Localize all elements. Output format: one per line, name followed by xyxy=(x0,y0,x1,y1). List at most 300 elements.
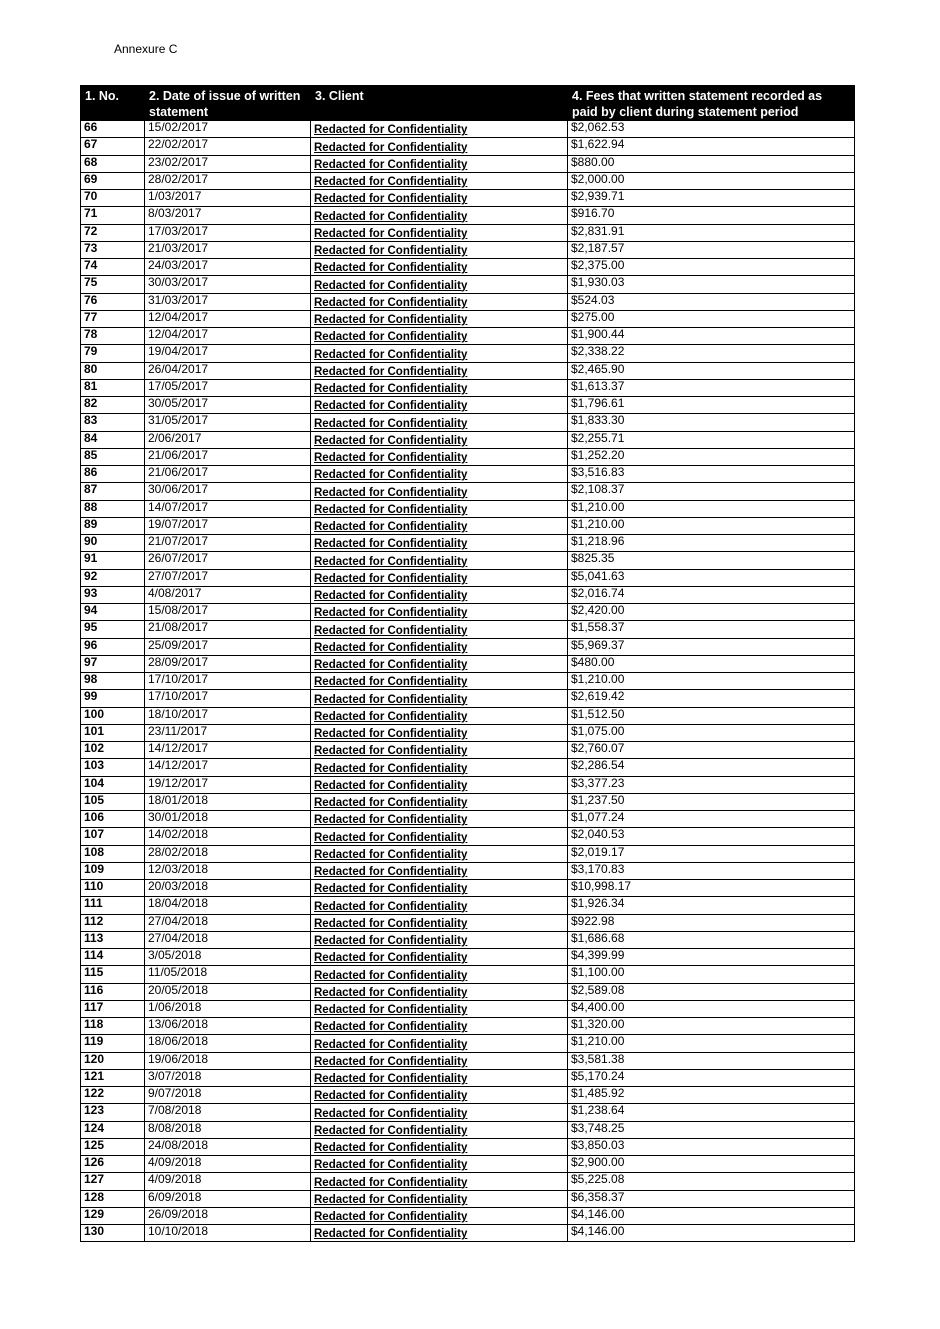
cell-fees: $1,077.24 xyxy=(568,811,855,828)
cell-fees: $4,146.00 xyxy=(568,1207,855,1224)
cell-client: Redacted for Confidentiality xyxy=(311,880,568,897)
table-header xyxy=(81,86,855,121)
cell-client: Redacted for Confidentiality xyxy=(311,1225,568,1242)
cell-client: Redacted for Confidentiality xyxy=(311,1190,568,1207)
cell-date: 19/04/2017 xyxy=(145,345,311,362)
cell-date: 14/12/2017 xyxy=(145,759,311,776)
cell-date: 8/08/2018 xyxy=(145,1121,311,1138)
cell-date: 18/01/2018 xyxy=(145,793,311,810)
table-row xyxy=(81,1190,855,1207)
table-row xyxy=(81,983,855,1000)
table-row xyxy=(81,1035,855,1052)
cell-fees: $1,686.68 xyxy=(568,931,855,948)
table-row xyxy=(81,379,855,396)
cell-date: 1/03/2017 xyxy=(145,190,311,207)
cell-client: Redacted for Confidentiality xyxy=(311,362,568,379)
cell-fees: $2,375.00 xyxy=(568,259,855,276)
cell-client: Redacted for Confidentiality xyxy=(311,1156,568,1173)
cell-no: 87 xyxy=(81,483,145,500)
cell-no: 105 xyxy=(81,793,145,810)
cell-client: Redacted for Confidentiality xyxy=(311,655,568,672)
cell-fees: $3,377.23 xyxy=(568,776,855,793)
cell-client: Redacted for Confidentiality xyxy=(311,621,568,638)
cell-fees: $1,100.00 xyxy=(568,966,855,983)
cell-client: Redacted for Confidentiality xyxy=(311,828,568,845)
cell-date: 15/02/2017 xyxy=(145,121,311,138)
table-row xyxy=(81,966,855,983)
cell-date: 30/03/2017 xyxy=(145,276,311,293)
table-row xyxy=(81,121,855,138)
table-row xyxy=(81,931,855,948)
cell-no: 98 xyxy=(81,673,145,690)
cell-no: 109 xyxy=(81,862,145,879)
cell-date: 14/07/2017 xyxy=(145,500,311,517)
cell-fees: $1,900.44 xyxy=(568,328,855,345)
cell-fees: $1,210.00 xyxy=(568,517,855,534)
cell-fees: $1,613.37 xyxy=(568,379,855,396)
cell-fees: $1,622.94 xyxy=(568,138,855,155)
table-row xyxy=(81,1173,855,1190)
cell-no: 91 xyxy=(81,552,145,569)
cell-no: 97 xyxy=(81,655,145,672)
cell-fees: $2,040.53 xyxy=(568,828,855,845)
table-row xyxy=(81,1000,855,1017)
cell-fees: $2,619.42 xyxy=(568,690,855,707)
cell-no: 126 xyxy=(81,1156,145,1173)
cell-date: 20/03/2018 xyxy=(145,880,311,897)
cell-date: 13/06/2018 xyxy=(145,1018,311,1035)
cell-client: Redacted for Confidentiality xyxy=(311,724,568,741)
header-row xyxy=(81,86,855,121)
cell-date: 27/07/2017 xyxy=(145,569,311,586)
cell-fees: $3,748.25 xyxy=(568,1121,855,1138)
cell-no: 128 xyxy=(81,1190,145,1207)
table-row xyxy=(81,414,855,431)
cell-date: 18/06/2018 xyxy=(145,1035,311,1052)
table-row xyxy=(81,138,855,155)
cell-client: Redacted for Confidentiality xyxy=(311,1121,568,1138)
cell-date: 18/10/2017 xyxy=(145,707,311,724)
cell-client: Redacted for Confidentiality xyxy=(311,517,568,534)
cell-client: Redacted for Confidentiality xyxy=(311,1104,568,1121)
table-row xyxy=(81,828,855,845)
cell-date: 12/04/2017 xyxy=(145,310,311,327)
cell-no: 75 xyxy=(81,276,145,293)
cell-no: 100 xyxy=(81,707,145,724)
cell-date: 19/07/2017 xyxy=(145,517,311,534)
cell-client: Redacted for Confidentiality xyxy=(311,862,568,879)
table-row xyxy=(81,897,855,914)
table-row xyxy=(81,293,855,310)
cell-date: 27/04/2018 xyxy=(145,931,311,948)
cell-fees: $2,420.00 xyxy=(568,604,855,621)
cell-date: 20/05/2018 xyxy=(145,983,311,1000)
cell-no: 124 xyxy=(81,1121,145,1138)
cell-no: 80 xyxy=(81,362,145,379)
cell-no: 103 xyxy=(81,759,145,776)
cell-no: 72 xyxy=(81,224,145,241)
cell-date: 4/09/2018 xyxy=(145,1156,311,1173)
fees-table xyxy=(80,85,855,1242)
cell-date: 15/08/2017 xyxy=(145,604,311,621)
table-row xyxy=(81,517,855,534)
table-row xyxy=(81,569,855,586)
cell-date: 31/05/2017 xyxy=(145,414,311,431)
cell-fees: $3,850.03 xyxy=(568,1138,855,1155)
cell-client: Redacted for Confidentiality xyxy=(311,811,568,828)
header-date: 2. Date of issue of written statement xyxy=(145,86,311,121)
cell-client: Redacted for Confidentiality xyxy=(311,241,568,258)
cell-client: Redacted for Confidentiality xyxy=(311,397,568,414)
cell-client: Redacted for Confidentiality xyxy=(311,966,568,983)
cell-no: 101 xyxy=(81,724,145,741)
cell-date: 17/05/2017 xyxy=(145,379,311,396)
cell-fees: $275.00 xyxy=(568,310,855,327)
cell-no: 99 xyxy=(81,690,145,707)
cell-no: 94 xyxy=(81,604,145,621)
table-row xyxy=(81,500,855,517)
cell-no: 125 xyxy=(81,1138,145,1155)
cell-no: 119 xyxy=(81,1035,145,1052)
cell-date: 11/05/2018 xyxy=(145,966,311,983)
cell-client: Redacted for Confidentiality xyxy=(311,207,568,224)
table-row xyxy=(81,949,855,966)
cell-client: Redacted for Confidentiality xyxy=(311,138,568,155)
cell-date: 31/03/2017 xyxy=(145,293,311,310)
cell-date: 21/03/2017 xyxy=(145,241,311,258)
table-row xyxy=(81,655,855,672)
table-row xyxy=(81,742,855,759)
table-row xyxy=(81,207,855,224)
cell-date: 26/09/2018 xyxy=(145,1207,311,1224)
cell-no: 121 xyxy=(81,1069,145,1086)
cell-date: 17/03/2017 xyxy=(145,224,311,241)
cell-no: 90 xyxy=(81,535,145,552)
cell-fees: $5,170.24 xyxy=(568,1069,855,1086)
cell-date: 3/07/2018 xyxy=(145,1069,311,1086)
cell-client: Redacted for Confidentiality xyxy=(311,1000,568,1017)
cell-fees: $1,210.00 xyxy=(568,1035,855,1052)
cell-fees: $1,930.03 xyxy=(568,276,855,293)
cell-fees: $3,581.38 xyxy=(568,1052,855,1069)
table-row xyxy=(81,259,855,276)
cell-client: Redacted for Confidentiality xyxy=(311,759,568,776)
cell-client: Redacted for Confidentiality xyxy=(311,552,568,569)
cell-no: 77 xyxy=(81,310,145,327)
cell-date: 23/11/2017 xyxy=(145,724,311,741)
cell-date: 6/09/2018 xyxy=(145,1190,311,1207)
cell-no: 116 xyxy=(81,983,145,1000)
cell-fees: $2,338.22 xyxy=(568,345,855,362)
table-row xyxy=(81,673,855,690)
table-body xyxy=(81,121,855,1242)
cell-fees: $880.00 xyxy=(568,155,855,172)
cell-date: 17/10/2017 xyxy=(145,673,311,690)
cell-date: 14/12/2017 xyxy=(145,742,311,759)
cell-client: Redacted for Confidentiality xyxy=(311,431,568,448)
cell-fees: $2,108.37 xyxy=(568,483,855,500)
cell-client: Redacted for Confidentiality xyxy=(311,1173,568,1190)
cell-fees: $2,831.91 xyxy=(568,224,855,241)
table-row xyxy=(81,241,855,258)
cell-fees: $2,255.71 xyxy=(568,431,855,448)
table-row xyxy=(81,466,855,483)
cell-no: 81 xyxy=(81,379,145,396)
cell-fees: $2,062.53 xyxy=(568,121,855,138)
cell-client: Redacted for Confidentiality xyxy=(311,1018,568,1035)
table-row xyxy=(81,190,855,207)
cell-no: 118 xyxy=(81,1018,145,1035)
table-row xyxy=(81,224,855,241)
table-row xyxy=(81,621,855,638)
cell-fees: $2,187.57 xyxy=(568,241,855,258)
cell-fees: $524.03 xyxy=(568,293,855,310)
cell-fees: $10,998.17 xyxy=(568,880,855,897)
cell-date: 30/01/2018 xyxy=(145,811,311,828)
cell-fees: $2,589.08 xyxy=(568,983,855,1000)
cell-fees: $4,146.00 xyxy=(568,1225,855,1242)
cell-date: 28/02/2017 xyxy=(145,172,311,189)
cell-no: 76 xyxy=(81,293,145,310)
cell-client: Redacted for Confidentiality xyxy=(311,914,568,931)
cell-fees: $1,320.00 xyxy=(568,1018,855,1035)
cell-date: 30/06/2017 xyxy=(145,483,311,500)
table-row xyxy=(81,172,855,189)
table-row xyxy=(81,759,855,776)
cell-client: Redacted for Confidentiality xyxy=(311,172,568,189)
cell-date: 17/10/2017 xyxy=(145,690,311,707)
cell-no: 73 xyxy=(81,241,145,258)
cell-client: Redacted for Confidentiality xyxy=(311,276,568,293)
cell-client: Redacted for Confidentiality xyxy=(311,931,568,948)
table-row xyxy=(81,1087,855,1104)
cell-no: 122 xyxy=(81,1087,145,1104)
cell-no: 96 xyxy=(81,638,145,655)
cell-client: Redacted for Confidentiality xyxy=(311,673,568,690)
cell-fees: $4,399.99 xyxy=(568,949,855,966)
cell-client: Redacted for Confidentiality xyxy=(311,259,568,276)
cell-fees: $1,833.30 xyxy=(568,414,855,431)
table-row xyxy=(81,345,855,362)
cell-no: 70 xyxy=(81,190,145,207)
table-row xyxy=(81,431,855,448)
cell-no: 71 xyxy=(81,207,145,224)
cell-client: Redacted for Confidentiality xyxy=(311,379,568,396)
cell-fees: $3,516.83 xyxy=(568,466,855,483)
cell-client: Redacted for Confidentiality xyxy=(311,604,568,621)
cell-no: 85 xyxy=(81,448,145,465)
cell-date: 8/03/2017 xyxy=(145,207,311,224)
cell-fees: $1,926.34 xyxy=(568,897,855,914)
cell-fees: $5,225.08 xyxy=(568,1173,855,1190)
table-row xyxy=(81,276,855,293)
cell-client: Redacted for Confidentiality xyxy=(311,535,568,552)
table-row xyxy=(81,1104,855,1121)
cell-date: 2/06/2017 xyxy=(145,431,311,448)
table-row xyxy=(81,862,855,879)
cell-date: 22/02/2017 xyxy=(145,138,311,155)
table-row xyxy=(81,1052,855,1069)
cell-client: Redacted for Confidentiality xyxy=(311,949,568,966)
table-row xyxy=(81,483,855,500)
table-row xyxy=(81,362,855,379)
cell-client: Redacted for Confidentiality xyxy=(311,742,568,759)
cell-client: Redacted for Confidentiality xyxy=(311,190,568,207)
cell-date: 4/08/2017 xyxy=(145,586,311,603)
table-row xyxy=(81,707,855,724)
cell-client: Redacted for Confidentiality xyxy=(311,483,568,500)
cell-no: 88 xyxy=(81,500,145,517)
cell-no: 84 xyxy=(81,431,145,448)
cell-no: 106 xyxy=(81,811,145,828)
cell-no: 86 xyxy=(81,466,145,483)
cell-date: 14/02/2018 xyxy=(145,828,311,845)
cell-no: 107 xyxy=(81,828,145,845)
cell-no: 104 xyxy=(81,776,145,793)
cell-date: 28/02/2018 xyxy=(145,845,311,862)
cell-fees: $1,210.00 xyxy=(568,673,855,690)
cell-no: 110 xyxy=(81,880,145,897)
cell-date: 23/02/2017 xyxy=(145,155,311,172)
table-row xyxy=(81,1069,855,1086)
cell-date: 21/06/2017 xyxy=(145,466,311,483)
cell-fees: $1,238.64 xyxy=(568,1104,855,1121)
cell-no: 82 xyxy=(81,397,145,414)
cell-fees: $1,796.61 xyxy=(568,397,855,414)
cell-date: 25/09/2017 xyxy=(145,638,311,655)
cell-no: 129 xyxy=(81,1207,145,1224)
cell-client: Redacted for Confidentiality xyxy=(311,690,568,707)
table-row xyxy=(81,1207,855,1224)
cell-no: 127 xyxy=(81,1173,145,1190)
cell-no: 123 xyxy=(81,1104,145,1121)
cell-client: Redacted for Confidentiality xyxy=(311,121,568,138)
cell-date: 12/04/2017 xyxy=(145,328,311,345)
table-row xyxy=(81,1138,855,1155)
cell-client: Redacted for Confidentiality xyxy=(311,793,568,810)
cell-fees: $916.70 xyxy=(568,207,855,224)
cell-fees: $2,286.54 xyxy=(568,759,855,776)
table-row xyxy=(81,776,855,793)
cell-fees: $1,558.37 xyxy=(568,621,855,638)
cell-client: Redacted for Confidentiality xyxy=(311,586,568,603)
cell-date: 3/05/2018 xyxy=(145,949,311,966)
cell-fees: $1,237.50 xyxy=(568,793,855,810)
cell-no: 79 xyxy=(81,345,145,362)
table-row xyxy=(81,397,855,414)
cell-client: Redacted for Confidentiality xyxy=(311,1087,568,1104)
cell-date: 9/07/2018 xyxy=(145,1087,311,1104)
cell-date: 7/08/2018 xyxy=(145,1104,311,1121)
cell-fees: $1,210.00 xyxy=(568,500,855,517)
cell-fees: $1,218.96 xyxy=(568,535,855,552)
cell-no: 114 xyxy=(81,949,145,966)
cell-client: Redacted for Confidentiality xyxy=(311,983,568,1000)
cell-no: 78 xyxy=(81,328,145,345)
cell-no: 113 xyxy=(81,931,145,948)
cell-no: 67 xyxy=(81,138,145,155)
cell-no: 83 xyxy=(81,414,145,431)
cell-client: Redacted for Confidentiality xyxy=(311,1052,568,1069)
cell-date: 28/09/2017 xyxy=(145,655,311,672)
cell-client: Redacted for Confidentiality xyxy=(311,224,568,241)
header-fees: 4. Fees that written statement recorded as paid by client during statement period xyxy=(568,86,855,121)
cell-client: Redacted for Confidentiality xyxy=(311,897,568,914)
cell-client: Redacted for Confidentiality xyxy=(311,293,568,310)
cell-client: Redacted for Confidentiality xyxy=(311,345,568,362)
table-row xyxy=(81,1156,855,1173)
cell-client: Redacted for Confidentiality xyxy=(311,448,568,465)
cell-fees: $480.00 xyxy=(568,655,855,672)
table-row xyxy=(81,586,855,603)
cell-fees: $2,019.17 xyxy=(568,845,855,862)
cell-no: 68 xyxy=(81,155,145,172)
cell-client: Redacted for Confidentiality xyxy=(311,328,568,345)
cell-client: Redacted for Confidentiality xyxy=(311,1035,568,1052)
table-row xyxy=(81,793,855,810)
cell-no: 115 xyxy=(81,966,145,983)
table-row xyxy=(81,310,855,327)
annexure-label: Annexure C xyxy=(114,42,178,56)
cell-date: 12/03/2018 xyxy=(145,862,311,879)
cell-client: Redacted for Confidentiality xyxy=(311,776,568,793)
cell-no: 102 xyxy=(81,742,145,759)
cell-date: 1/06/2018 xyxy=(145,1000,311,1017)
cell-no: 95 xyxy=(81,621,145,638)
cell-fees: $6,358.37 xyxy=(568,1190,855,1207)
cell-no: 69 xyxy=(81,172,145,189)
cell-date: 24/03/2017 xyxy=(145,259,311,276)
cell-fees: $1,512.50 xyxy=(568,707,855,724)
cell-no: 117 xyxy=(81,1000,145,1017)
cell-fees: $922.98 xyxy=(568,914,855,931)
cell-client: Redacted for Confidentiality xyxy=(311,845,568,862)
cell-date: 21/08/2017 xyxy=(145,621,311,638)
cell-date: 21/07/2017 xyxy=(145,535,311,552)
table-row xyxy=(81,1018,855,1035)
cell-date: 26/07/2017 xyxy=(145,552,311,569)
table-row xyxy=(81,1121,855,1138)
header-no: 1. No. xyxy=(81,86,145,121)
table-row xyxy=(81,811,855,828)
cell-fees: $2,465.90 xyxy=(568,362,855,379)
cell-date: 18/04/2018 xyxy=(145,897,311,914)
cell-date: 26/04/2017 xyxy=(145,362,311,379)
cell-client: Redacted for Confidentiality xyxy=(311,638,568,655)
cell-client: Redacted for Confidentiality xyxy=(311,310,568,327)
cell-fees: $2,939.71 xyxy=(568,190,855,207)
cell-fees: $1,075.00 xyxy=(568,724,855,741)
cell-fees: $3,170.83 xyxy=(568,862,855,879)
cell-no: 111 xyxy=(81,897,145,914)
table-row xyxy=(81,328,855,345)
cell-no: 93 xyxy=(81,586,145,603)
cell-fees: $2,000.00 xyxy=(568,172,855,189)
cell-fees: $1,485.92 xyxy=(568,1087,855,1104)
cell-client: Redacted for Confidentiality xyxy=(311,1069,568,1086)
table-row xyxy=(81,724,855,741)
table-row xyxy=(81,845,855,862)
cell-date: 19/12/2017 xyxy=(145,776,311,793)
table-row xyxy=(81,638,855,655)
cell-no: 112 xyxy=(81,914,145,931)
table-row xyxy=(81,1225,855,1242)
cell-date: 19/06/2018 xyxy=(145,1052,311,1069)
cell-client: Redacted for Confidentiality xyxy=(311,414,568,431)
table-row xyxy=(81,914,855,931)
table-row xyxy=(81,690,855,707)
cell-client: Redacted for Confidentiality xyxy=(311,1207,568,1224)
